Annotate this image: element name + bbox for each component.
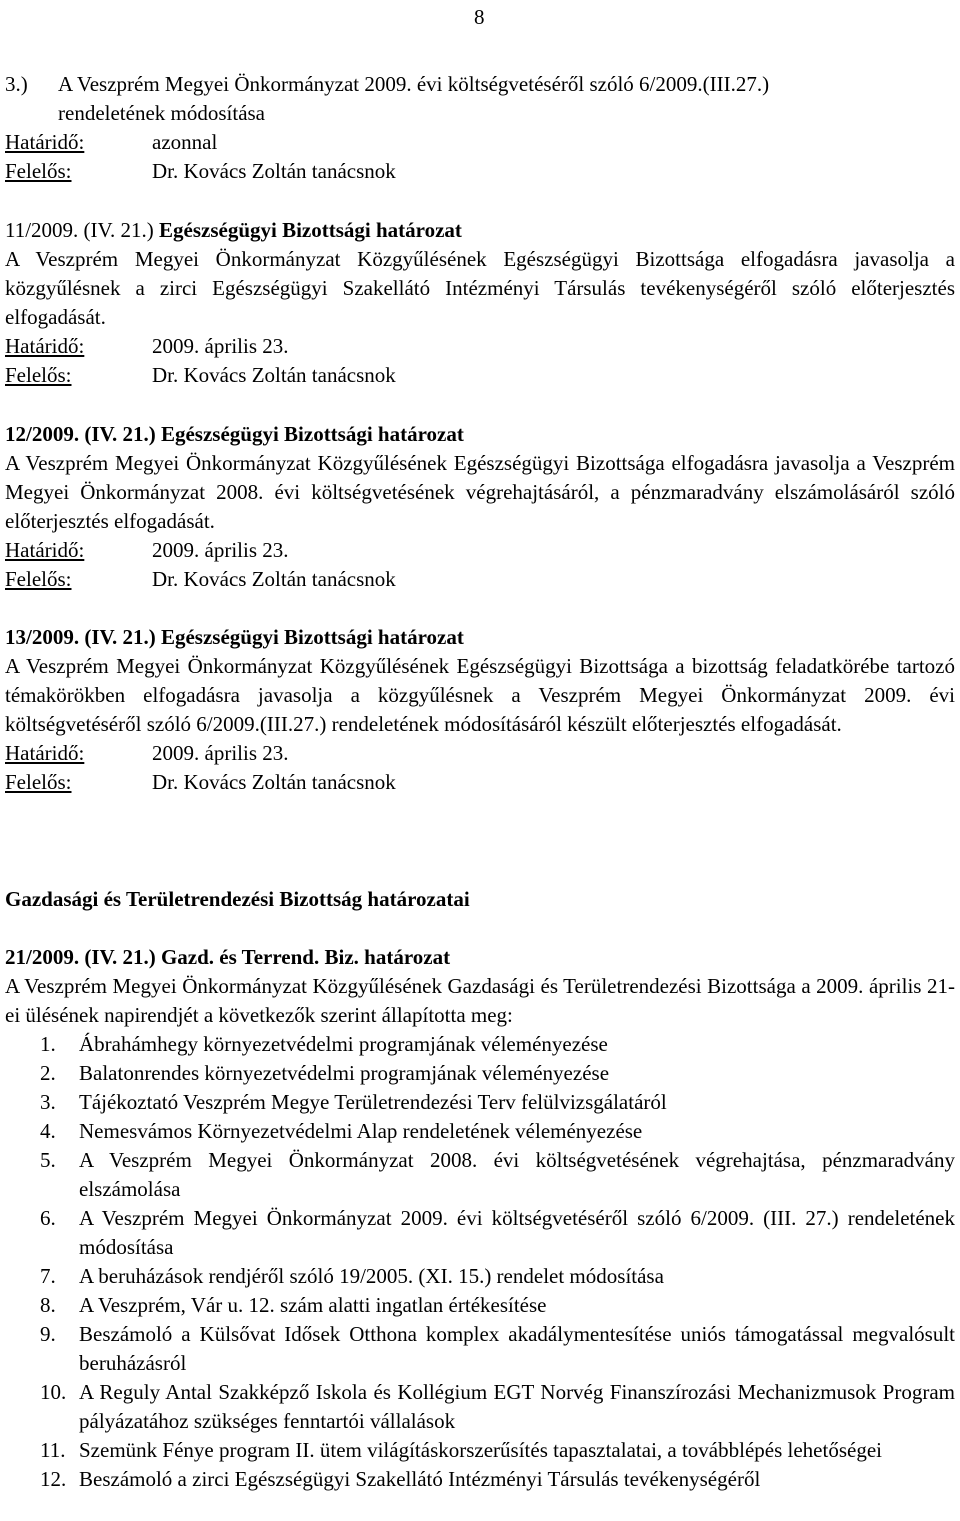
resolution-body: A Veszprém Megyei Önkormányzat Közgyűlésének Egészségügyi Bizottsága elfogadásra javasolja a közgyűlésnek a zirci Egészségügyi Szakellátó Intézményi Társulás tevékenységéről szóló előterjesztés elfogadását. bbox=[5, 247, 955, 329]
agenda-item-3 bbox=[5, 70, 955, 186]
list-item-text: A Veszprém, Vár u. 12. szám alatti ingatlan értékesítése bbox=[79, 1293, 547, 1317]
list-item-number: 6. bbox=[40, 1206, 56, 1230]
list-item bbox=[5, 1378, 955, 1436]
resolution-body: A Veszprém Megyei Önkormányzat Közgyűlésének Gazdasági és Területrendezési Bizottsága a 2009. április 21-ei ülésének napirendjét a következők szerint állapította meg: bbox=[5, 974, 955, 1027]
resolution-heading: 13/2009. (IV. 21.) Egészségügyi Bizottsági határozat bbox=[5, 625, 464, 649]
list-item-text: A Veszprém Megyei Önkormányzat 2009. évi költségvetéséről szóló 6/2009. (III. 27.) rendeletének módosítása bbox=[79, 1206, 955, 1259]
section-title: Gazdasági és Területrendezési Bizottság határozatai bbox=[5, 887, 470, 911]
resolution-heading: 12/2009. (IV. 21.) Egészségügyi Bizottsági határozat bbox=[5, 422, 464, 446]
responsible-value: Dr. Kovács Zoltán tanácsnok bbox=[152, 770, 396, 794]
deadline-value: azonnal bbox=[152, 130, 218, 154]
responsible-value: Dr. Kovács Zoltán tanácsnok bbox=[152, 363, 396, 387]
deadline-value: 2009. április 23. bbox=[152, 741, 289, 765]
resolution-body: A Veszprém Megyei Önkormányzat Közgyűlésének Egészségügyi Bizottsága elfogadásra javasolja a Veszprém Megyei Önkormányzat 2008. évi költségvetésének végrehajtásáról, a pénzmaradvány elszámolásáról szóló előterjesztés elfogadását. bbox=[5, 451, 955, 533]
responsible-label: Felelős: bbox=[5, 567, 72, 591]
item-number: 3.) bbox=[5, 72, 28, 96]
list-item-number: 3. bbox=[40, 1090, 56, 1114]
list-item bbox=[5, 1117, 955, 1146]
deadline-label: Határidő: bbox=[5, 741, 85, 765]
item-title-cont: rendeletének módosítása bbox=[58, 101, 266, 125]
list-item-number: 4. bbox=[40, 1119, 56, 1143]
agenda-list bbox=[5, 1030, 955, 1494]
resolution-12 bbox=[5, 420, 955, 594]
list-item-text: A beruházások rendjéről szóló 19/2005. (XI. 15.) rendelet módosítása bbox=[79, 1264, 664, 1288]
list-item-number: 11. bbox=[40, 1438, 66, 1462]
list-item bbox=[5, 1262, 955, 1291]
resolution-11 bbox=[5, 216, 955, 390]
resolution-heading: 21/2009. (IV. 21.) Gazd. és Terrend. Biz. határozat bbox=[5, 945, 451, 969]
list-item bbox=[5, 1436, 955, 1465]
deadline-value: 2009. április 23. bbox=[152, 538, 289, 562]
list-item-text: Szemünk Fénye program II. ütem világításkorszerűsítés tapasztalatai, a továbblépés lehetőségei bbox=[79, 1438, 882, 1462]
resolution-body: A Veszprém Megyei Önkormányzat Közgyűlésének Egészségügyi Bizottsága a bizottság feladatkörébe tartozó témakörökben elfogadásra javasolja a közgyűlésnek a Veszprém Megyei Önkormányzat 2009. évi költségvetéséről szóló 6/2009.(III.27.) rendeletének módosításáról készült előterjesztés elfogadását. bbox=[5, 654, 955, 736]
list-item bbox=[5, 1320, 955, 1378]
list-item-text: Nemesvámos Környezetvédelmi Alap rendeletének véleményezése bbox=[79, 1119, 643, 1143]
list-item-number: 8. bbox=[40, 1293, 56, 1317]
deadline-value: 2009. április 23. bbox=[152, 334, 289, 358]
list-item-text: Balatonrendes környezetvédelmi programjának véleményezése bbox=[79, 1061, 610, 1085]
list-item-text: A Reguly Antal Szakképző Iskola és Kollégium EGT Norvég Finanszírozási Mechanizmusok Program pályázatához szükséges fenntartói vállalások bbox=[79, 1380, 955, 1433]
list-item-number: 12. bbox=[40, 1467, 67, 1491]
list-item-number: 2. bbox=[40, 1061, 56, 1085]
responsible-value: Dr. Kovács Zoltán tanácsnok bbox=[152, 159, 396, 183]
list-item-number: 7. bbox=[40, 1264, 56, 1288]
page-number: 8 bbox=[474, 5, 485, 29]
list-item-text: Tájékoztató Veszprém Megye Területrendezési Terv felülvizsgálatáról bbox=[79, 1090, 667, 1114]
list-item-number: 1. bbox=[40, 1032, 56, 1056]
list-item-number: 10. bbox=[40, 1380, 67, 1404]
list-item bbox=[5, 1465, 955, 1494]
deadline-label: Határidő: bbox=[5, 130, 85, 154]
deadline-label: Határidő: bbox=[5, 538, 85, 562]
list-item-text: Ábrahámhegy környezetvédelmi programjának véleményezése bbox=[79, 1032, 608, 1056]
list-item-number: 5. bbox=[40, 1148, 56, 1172]
list-item-number: 9. bbox=[40, 1322, 56, 1346]
list-item bbox=[5, 1030, 955, 1059]
resolution-heading: 11/2009. (IV. 21.) Egészségügyi Bizottsági határozat bbox=[5, 218, 462, 242]
item-title: A Veszprém Megyei Önkormányzat 2009. évi költségvetéséről szóló 6/2009.(III.27.) bbox=[58, 72, 770, 96]
list-item bbox=[5, 1204, 955, 1262]
section-gazdasagi bbox=[5, 885, 955, 1494]
resolution-13 bbox=[5, 623, 955, 797]
list-item bbox=[5, 1088, 955, 1117]
deadline-label: Határidő: bbox=[5, 334, 85, 358]
list-item bbox=[5, 1291, 955, 1320]
list-item-text: Beszámoló a Külsővat Idősek Otthona komplex akadálymentesítése uniós támogatással megvalósult beruházásról bbox=[79, 1322, 955, 1375]
responsible-label: Felelős: bbox=[5, 159, 72, 183]
list-item bbox=[5, 1059, 955, 1088]
responsible-value: Dr. Kovács Zoltán tanácsnok bbox=[152, 567, 396, 591]
responsible-label: Felelős: bbox=[5, 770, 72, 794]
responsible-label: Felelős: bbox=[5, 363, 72, 387]
list-item-text: A Veszprém Megyei Önkormányzat 2008. évi költségvetésének végrehajtása, pénzmaradvány elszámolása bbox=[79, 1148, 955, 1201]
list-item-text: Beszámoló a zirci Egészségügyi Szakellátó Intézményi Társulás tevékenységéről bbox=[79, 1467, 761, 1491]
list-item bbox=[5, 1146, 955, 1204]
